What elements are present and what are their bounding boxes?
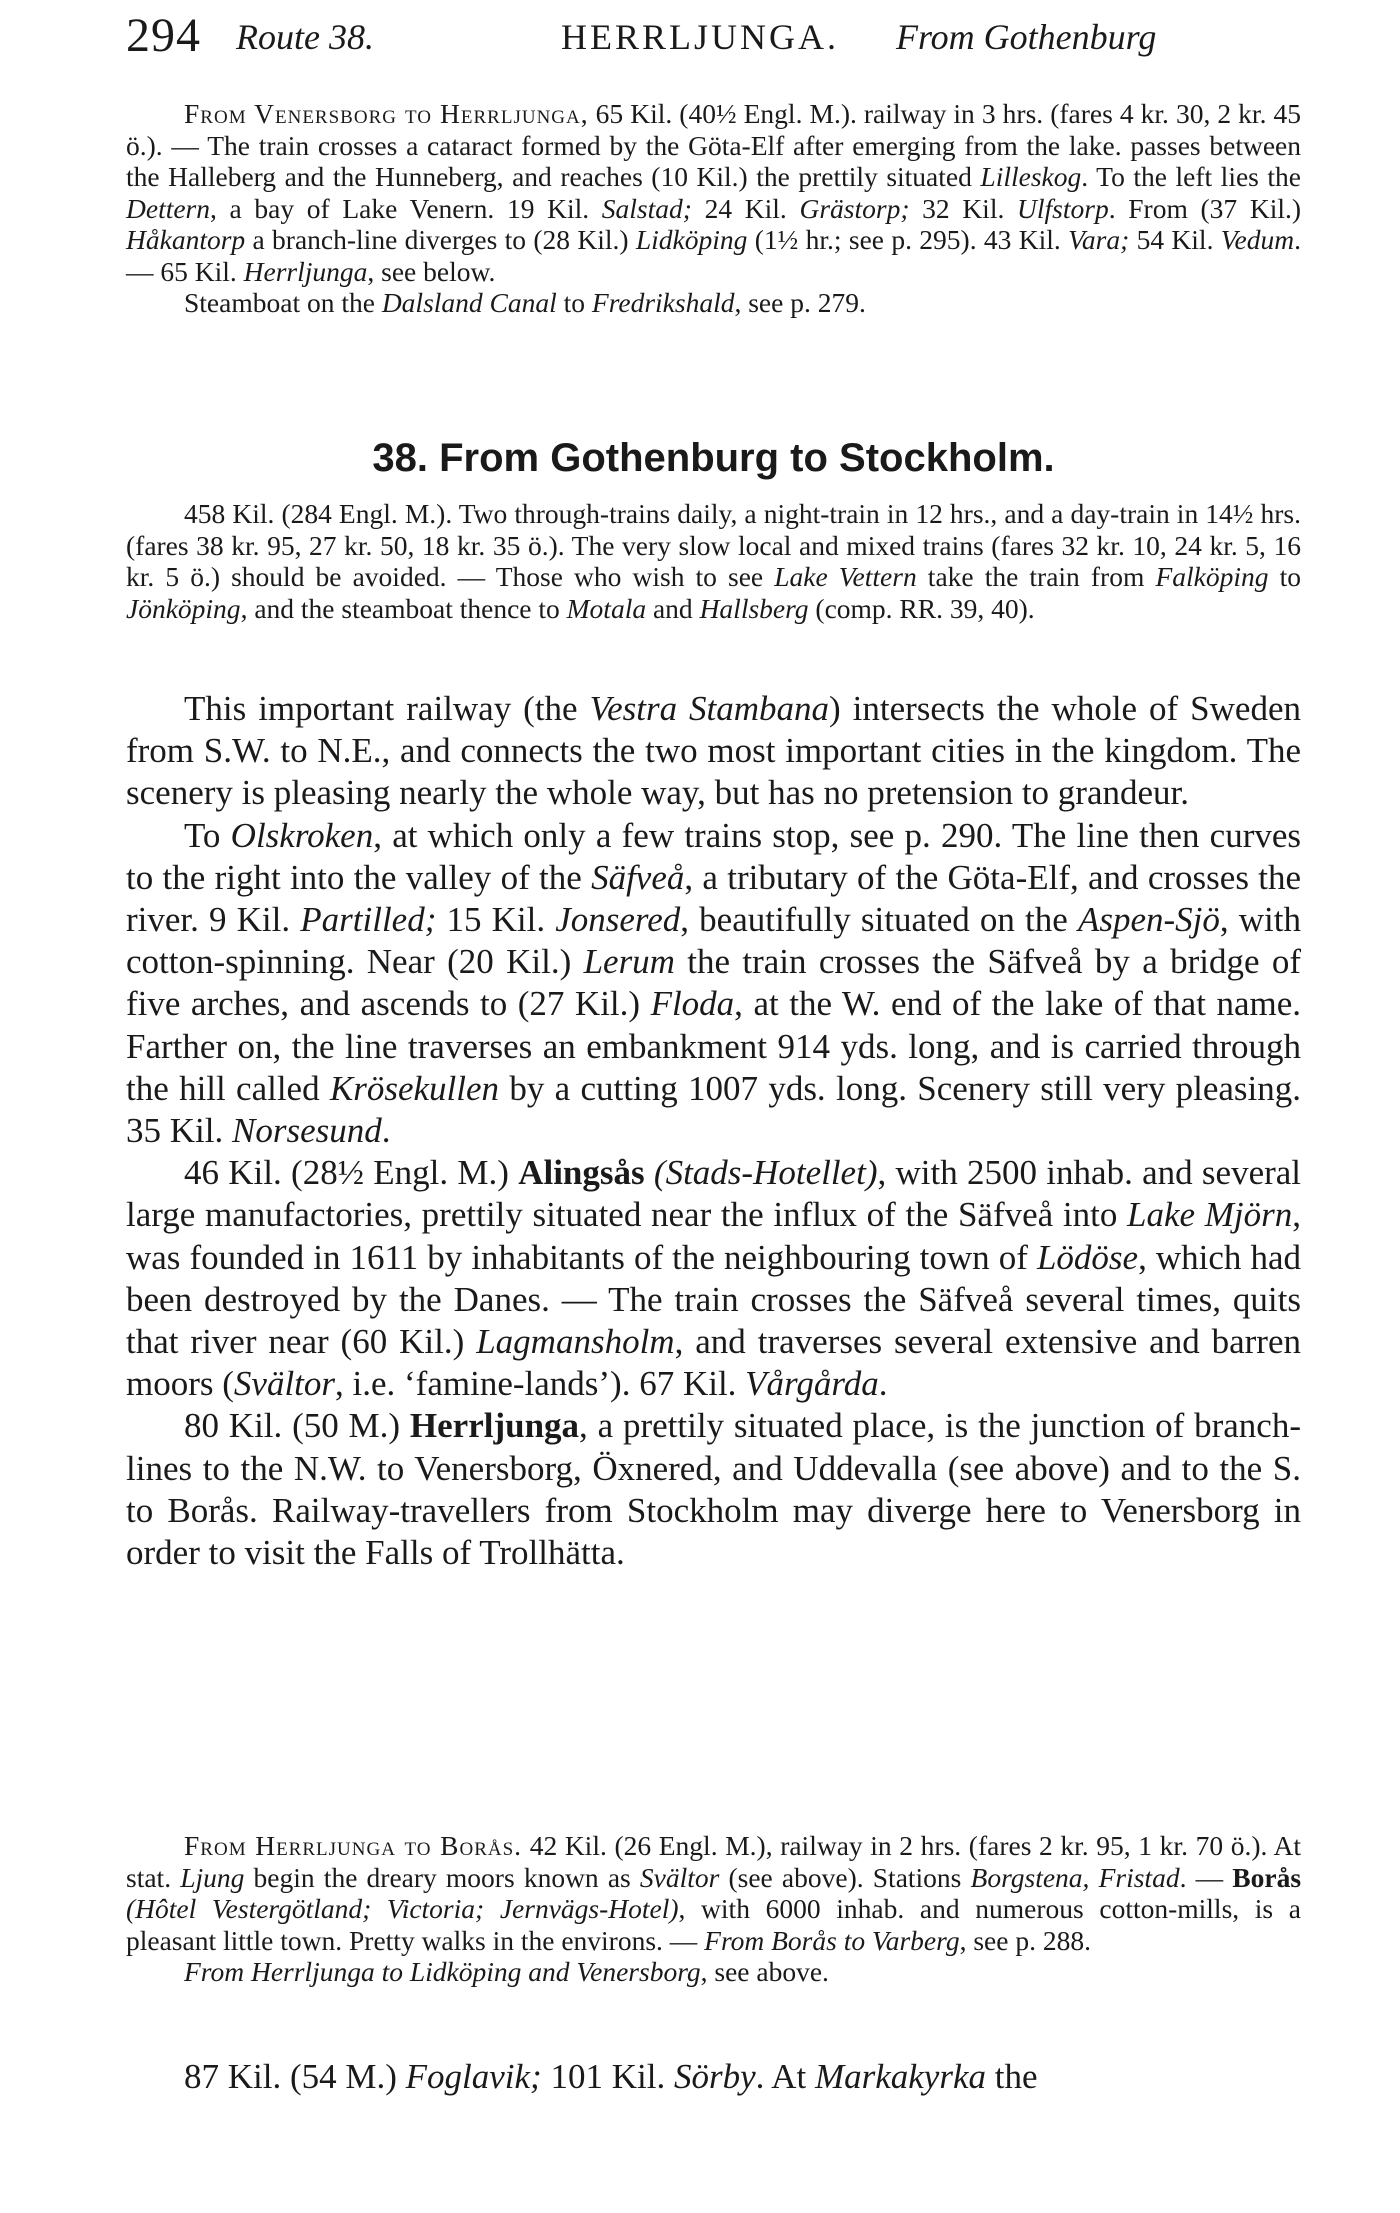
page-number: 294 xyxy=(126,9,201,62)
body-paragraph: 80 Kil. (50 M.) Herrljunga, a prettily situated place, is the junction of branch-lines to the N.W. to Venersborg, Öxnered, and Uddevalla (see above) and to the S. to Borås. Railway-travellers from Stockholm may diverge here to Venersborg in order to visit the Falls of Trollhätta. xyxy=(126,1406,1301,1573)
intro-block xyxy=(126,98,1301,319)
section-title: 38. From Gothenburg to Stockholm. xyxy=(372,436,1055,480)
branch-line-block xyxy=(126,1830,1301,1988)
final-line-block xyxy=(126,2056,1301,2098)
branch-paragraph: From Herrljunga to Borås. 42 Kil. (26 Engl. M.), railway in 2 hrs. (fares 2 kr. 95, 1 kr. 70 ö.). At stat. Ljung begin the dreary moors known as Svältor (see above). Stations Borgstena, Fristad. — Borås (Hôtel Vestergötland; Victoria; Jernvägs-Hotel), with 6000 inhab. and numerous cotton-mills, is a pleasant little town. Pretty walks in the environs. — From Borås to Varberg, see p. 288. xyxy=(126,1830,1302,1956)
place-heading: HERRLJUNGA. xyxy=(561,17,840,57)
body-paragraph: 46 Kil. (28½ Engl. M.) Alingsås (Stads-Hotellet), with 2500 inhab. and several large manufactories, prettily situated near the influx of the Säfveå into Lake Mjörn, was founded in 1611 by inhabitants of the neighbouring town of Lödöse, which had been destroyed by the Danes. — The train crosses the Säfveå several times, quits that river near (60 Kil.) Lagmansholm, and traverses several extensive and barren moors (Svältor, i.e. ‘famine-lands’). 67 Kil. Vårgårda. xyxy=(126,1153,1302,1404)
from-label: From Gothenburg xyxy=(896,17,1157,57)
running-head xyxy=(126,8,1301,78)
body-paragraph: 87 Kil. (54 M.) Foglavik; 101 Kil. Sörby. At Markakyrka the xyxy=(184,2057,1038,2096)
intro-paragraph: From Venersborg to Herrljunga, 65 Kil. (40½ Engl. M.). railway in 3 hrs. (fares 4 kr. 30, 2 kr. 45 ö.). — The train crosses a cataract formed by the Göta-Elf after emerging from the lake. passes between the Halleberg and the Hunneberg, and reaches (10 Kil.) the prettily situated Lilleskog. To the left lies the Dettern, a bay of Lake Venern. 19 Kil. Salstad; 24 Kil. Grästorp; 32 Kil. Ulfstorp. From (37 Kil.) Håkantorp a branch-line diverges to (28 Kil.) Lidköping (1½ hr.; see p. 295). 43 Kil. Vara; 54 Kil. Vedum. — 65 Kil. Herrljunga, see below. xyxy=(126,98,1302,287)
body-paragraph: This important railway (the Vestra Stambana) intersects the whole of Sweden from S.W. to N.E., and connects the two most important cities in the kingdom. The scenery is pleasing nearly the whole way, but has no pretension to grandeur. xyxy=(126,689,1301,813)
branch-note: From Herrljunga to Lidköping and Venersborg, see above. xyxy=(184,1956,829,1987)
steamboat-note: Steamboat on the Dalsland Canal to Fredrikshald, see p. 279. xyxy=(184,287,866,318)
body-text xyxy=(126,688,1301,1574)
route-info-block xyxy=(126,498,1301,624)
route-label: Route 38. xyxy=(236,17,374,57)
route-info-paragraph: 458 Kil. (284 Engl. M.). Two through-trains daily, a night-train in 12 hrs., and a day-train in 14½ hrs. (fares 38 kr. 95, 27 kr. 50, 18 kr. 35 ö.). The very slow local and mixed trains (fares 32 kr. 10, 24 kr. 5, 16 kr. 5 ö.) should be avoided. — Those who wish to see Lake Vettern take the train from Falköping to Jönköping, and the steamboat thence to Motala and Hallsberg (comp. RR. 39, 40). xyxy=(126,498,1301,624)
body-paragraph: To Olskroken, at which only a few trains stop, see p. 290. The line then curves to the right into the valley of the Säfveå, a tributary of the Göta-Elf, and crosses the river. 9 Kil. Partilled; 15 Kil. Jonsered, beautifully situated on the Aspen-Sjö, with cotton-spinning. Near (20 Kil.) Lerum the train crosses the Säfveå by a bridge of five arches, and ascends to (27 Kil.) Floda, at the W. end of the lake of that name. Farther on, the line traverses an embankment 914 yds. long, and is carried through the hill called Krösekullen by a cutting 1007 yds. long. Scenery still very pleasing. 35 Kil. Norsesund. xyxy=(126,815,1302,1151)
